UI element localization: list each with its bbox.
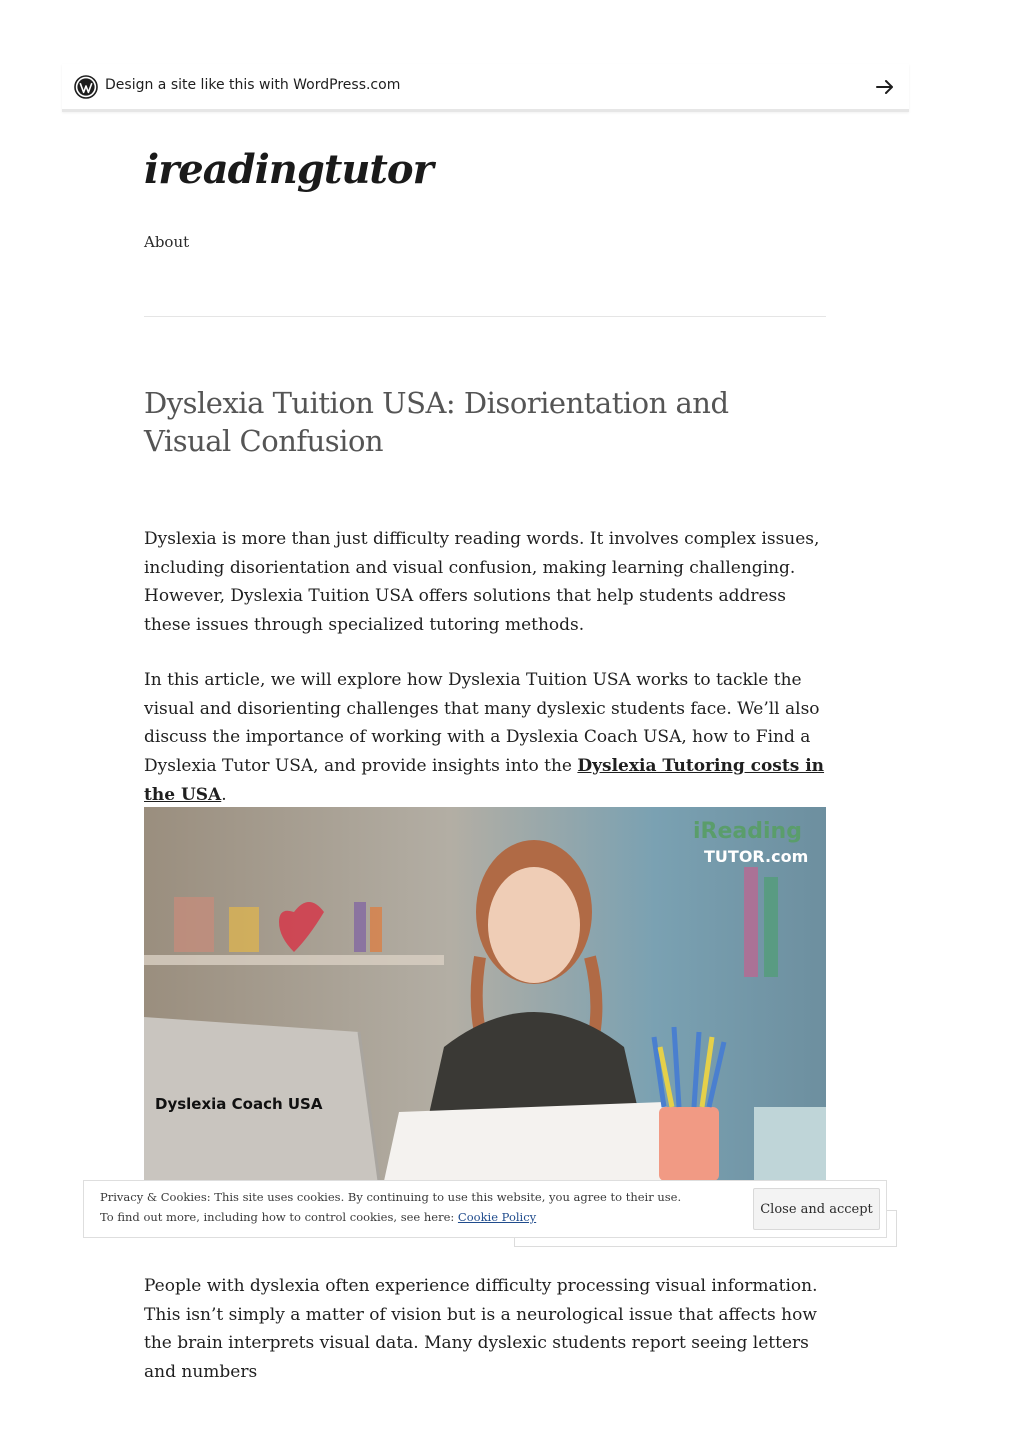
- cookie-policy-link[interactable]: Cookie Policy: [457, 1210, 537, 1224]
- ireading-logo-text: iReading: [693, 819, 802, 844]
- paragraph-2-period: .: [221, 784, 227, 805]
- paragraph-2-text: In this article, we will explore how Dyslexia Tuition USA works to tackle the visual and disorienting challenges that many dyslexic students face. We’ll also discuss the importance of working with a Dyslexia Coach USA, how to Find a Dyslexia Tutor USA, and provide insights into the: [144, 670, 820, 777]
- cookie-banner: [83, 1180, 887, 1238]
- site-title[interactable]: ireadingtutor: [144, 146, 433, 193]
- post-paragraph-1: Dyslexia is more than just difficulty reading words. It involves complex issues, including disorientation and visual confusion, making learning challenging. However, Dyslexia Tuition USA offers solutions that help students address these issues through specialized tutoring methods.: [144, 529, 820, 636]
- header-divider: [144, 316, 826, 317]
- cookie-policy-text: [100, 1210, 536, 1224]
- dyslexia-tutoring-costs-link[interactable]: Dyslexia Tutoring costs in the USA: [144, 756, 825, 805]
- tutor-logo-text: TUTOR.com: [704, 847, 809, 866]
- cookie-notice-text: Privacy & Cookies: This site uses cookies. By continuing to use this website, you agree to their use.: [100, 1190, 682, 1204]
- post-featured-image: [144, 807, 826, 1181]
- post-title: Dyslexia Tuition USA: Disorientation and Visual Confusion: [144, 386, 729, 458]
- post-paragraph-2: [144, 666, 826, 810]
- image-caption: Dyslexia Coach USA: [155, 1095, 323, 1113]
- close-and-accept-button[interactable]: Close and accept: [753, 1188, 880, 1230]
- wordpress-logo-icon: [74, 75, 98, 99]
- nav-item-about[interactable]: About: [144, 233, 190, 251]
- arrow-right-icon[interactable]: [873, 75, 897, 99]
- post-paragraph-3: People with dyslexia often experience difficulty processing visual information. This isn’t simply a matter of vision but is a neurological issue that affects how the brain interprets visual data. Many dyslexic students report seeing letters and numbers: [144, 1276, 818, 1383]
- wordpress-promo-text[interactable]: Design a site like this with WordPress.com: [105, 77, 401, 93]
- cookie-policy-prefix: To find out more, including how to control cookies, see here:: [100, 1210, 458, 1224]
- wordpress-promo-bar[interactable]: [62, 64, 909, 112]
